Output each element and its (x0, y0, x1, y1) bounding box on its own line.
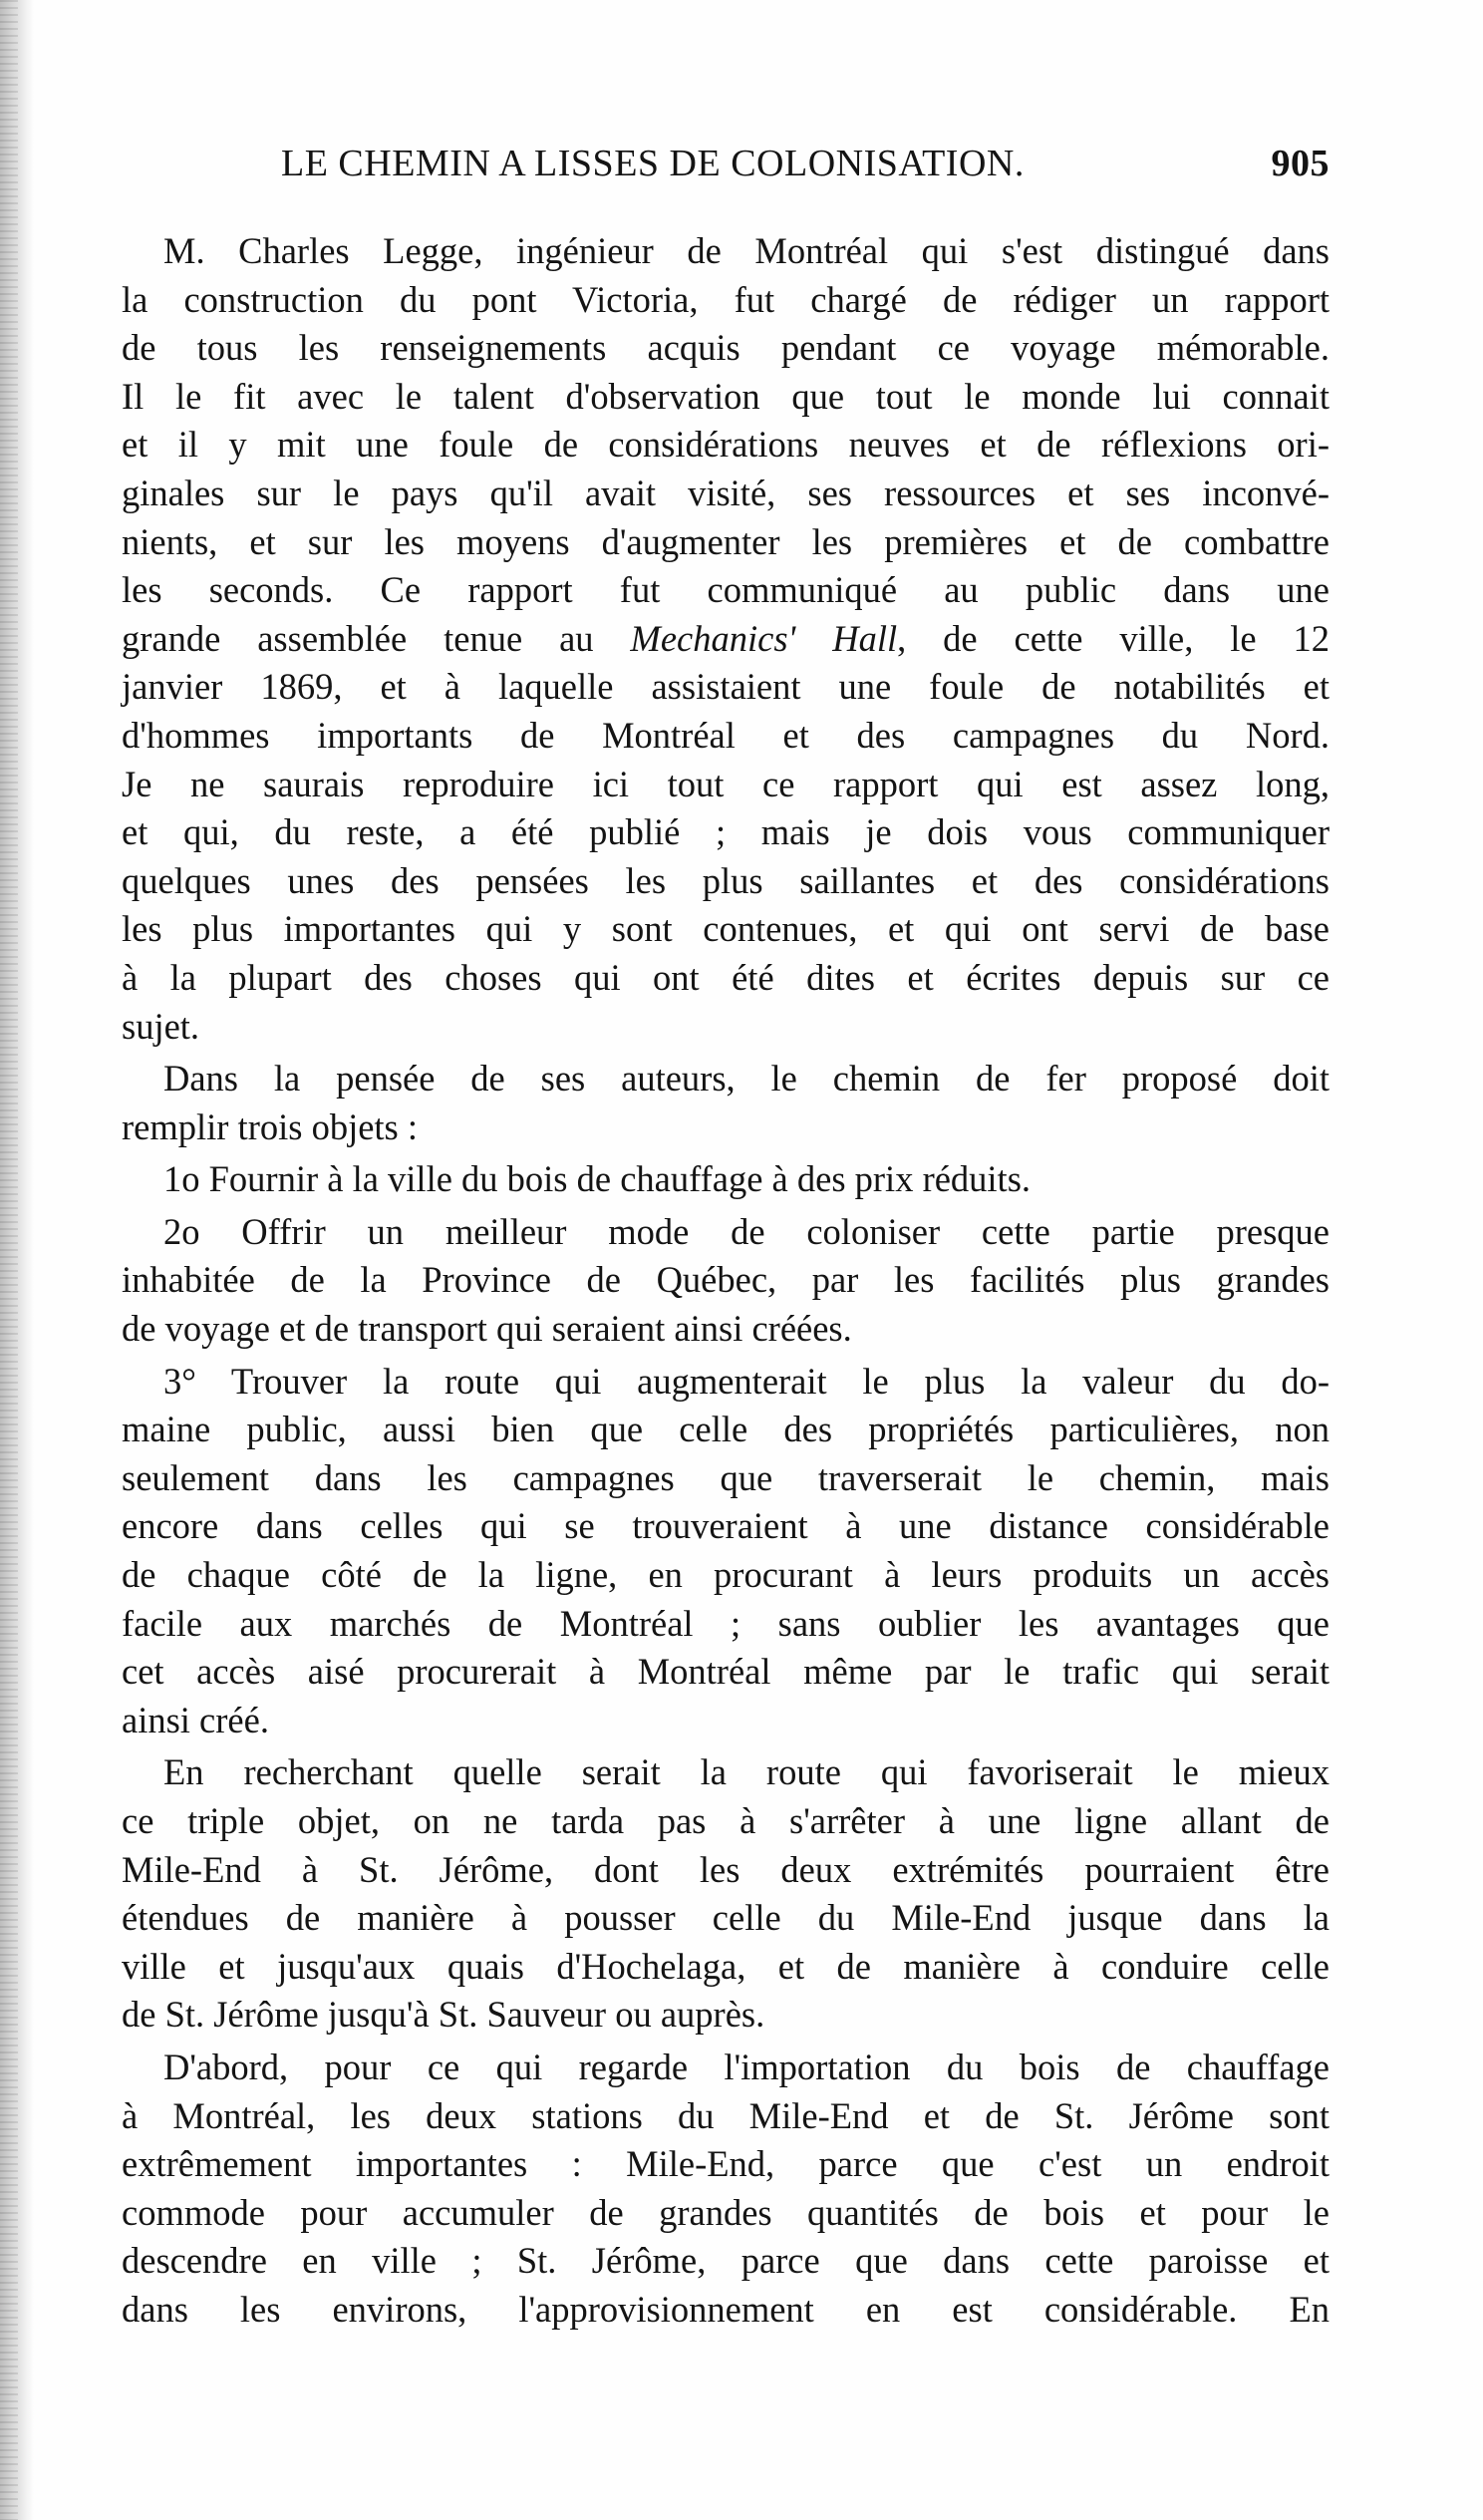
text-line: de voyage et de transport qui seraient ainsi créées. (122, 1308, 852, 1350)
text-line: étendues de manière à pousser celle du Mile-End jusque dans la (122, 1897, 1330, 1939)
text-line: ville et jusqu'aux quais d'Hochelaga, et de manière à conduire celle (122, 1945, 1330, 1987)
text-line: les plus importantes qui y sont contenues, et qui ont servi de base (122, 908, 1330, 950)
text-line: la construction du pont Victoria, fut chargé de rédiger un rapport (122, 278, 1330, 320)
text-line: de tous les renseignements acquis pendant ce voyage mémorable. (122, 327, 1330, 369)
running-header (122, 142, 1330, 197)
paragraph (122, 1748, 1330, 2040)
text-line: commode pour accumuler de grandes quantités de bois et pour le (122, 2191, 1330, 2233)
text-line: à Montréal, les deux stations du Mile-End et de St. Jérôme sont (122, 2094, 1330, 2136)
text-line: nients, et sur les moyens d'augmenter les premières et de combattre (122, 520, 1330, 562)
text-line: sujet. (122, 1005, 200, 1047)
text-line: En recherchant quelle serait la route qui favoriserait le mieux (163, 1751, 1330, 1793)
text-line: facile aux marchés de Montréal ; sans oublier les avantages que (122, 1602, 1330, 1644)
text-line: 1o Fournir à la ville du bois de chauffage à des prix réduits. (163, 1158, 1032, 1200)
paragraph (122, 1055, 1330, 1151)
text-line: descendre en ville ; St. Jérôme, parce que dans cette paroisse et (122, 2240, 1330, 2282)
text-line: de chaque côté de la ligne, en procurant à leurs produits un accès (122, 1554, 1330, 1596)
text-line: de St. Jérôme jusqu'à St. Sauveur ou auprès. (122, 1994, 765, 2036)
text-line: Je ne saurais reproduire ici tout ce rapport qui est assez long, (122, 763, 1330, 804)
text-line: ginales sur le pays qu'il avait visité, ses ressources et ses inconvé- (122, 472, 1330, 513)
text-line: D'abord, pour ce qui regarde l'importation du bois de chauffage (163, 2046, 1330, 2087)
text-line: ainsi créé. (122, 1699, 269, 1740)
text-segment: , de cette ville, le 12 (897, 617, 1330, 659)
text-line: Il le fit avec le talent d'observation que tout le monde lui connait (122, 375, 1330, 417)
text-line: janvier 1869, et à laquelle assistaient une foule de notabilités et (122, 666, 1330, 708)
body-text (122, 227, 1330, 2335)
text-line: et il y mit une foule de considérations neuves et de réflexions ori- (122, 424, 1330, 466)
paragraph (122, 227, 1330, 1051)
text-line: extrêmement importantes : Mile-End, parce que c'est un endroit (122, 2143, 1330, 2185)
paragraph (122, 2044, 1330, 2335)
text-line: inhabitée de la Province de Québec, par les facilités plus grandes (122, 1259, 1330, 1301)
text-line: maine public, aussi bien que celle des propriétés particulières, non (122, 1409, 1330, 1450)
text-line: encore dans celles qui se trouveraient à une distance considérable (122, 1505, 1330, 1547)
text-line: et qui, du reste, a été publié ; mais je dois vous communiquer (122, 811, 1330, 853)
text-line: M. Charles Legge, ingénieur de Montréal qui s'est distingué dans (163, 230, 1330, 271)
text-line: remplir trois objets : (122, 1105, 419, 1147)
text-line: Dans la pensée de ses auteurs, le chemin de fer proposé doit (163, 1058, 1330, 1100)
text-line: à la plupart des choses qui ont été dites et écrites depuis sur ce (122, 956, 1330, 998)
text-line: cet accès aisé procurerait à Montréal même par le trafic qui serait (122, 1651, 1330, 1693)
text-line: les seconds. Ce rapport fut communiqué au public dans une (122, 569, 1330, 611)
text-segment: grande assemblée tenue au (122, 617, 631, 659)
running-title: LE CHEMIN A LISSES DE COLONISATION. (281, 143, 1025, 184)
text-line: 3° Trouver la route qui augmenterait le plus la valeur du do- (163, 1360, 1330, 1402)
paragraph (122, 1358, 1330, 1745)
text-line (122, 615, 1330, 664)
text-line: ce triple objet, on ne tarda pas à s'arrêter à une ligne allant de (122, 1800, 1330, 1841)
page-binding-edge (0, 0, 34, 2520)
italic-place-name: Mechanics' Hall (630, 617, 898, 659)
text-line: quelques unes des pensées les plus saillantes et des considérations (122, 859, 1330, 901)
paragraph (122, 1208, 1330, 1354)
text-line: seulement dans les campagnes que traverserait le chemin, mais (122, 1456, 1330, 1498)
text-line: dans les environs, l'approvisionnement en est considérable. En (122, 2288, 1330, 2330)
page-number: 905 (1271, 143, 1330, 184)
text-line: Mile-End à St. Jérôme, dont les deux extrémités pourraient être (122, 1848, 1330, 1890)
text-line: d'hommes importants de Montréal et des campagnes du Nord. (122, 714, 1330, 756)
paragraph (122, 1155, 1330, 1204)
text-line: 2o Offrir un meilleur mode de coloniser cette partie presque (163, 1210, 1330, 1252)
